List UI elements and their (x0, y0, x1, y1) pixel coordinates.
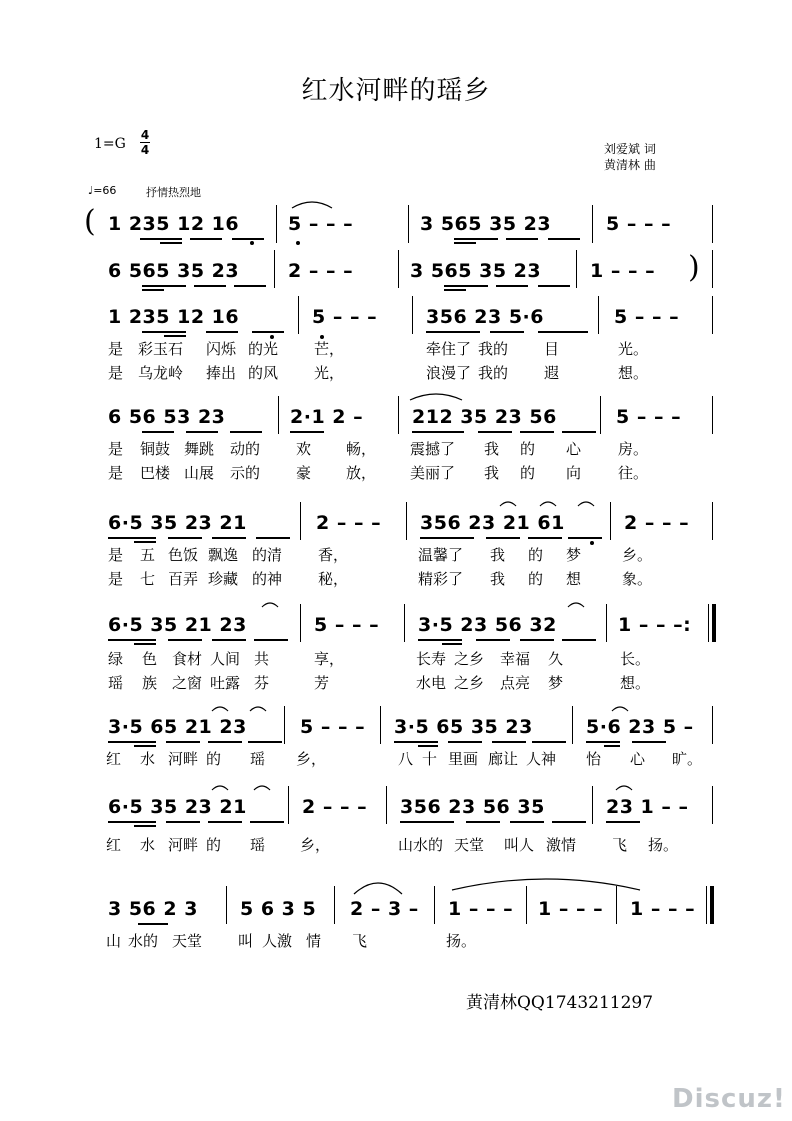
system-8-lyric-w9: 叫人 (504, 836, 535, 854)
system-5-lyric-2-w5: 的神 (252, 570, 283, 588)
system-9-lyric-w8: 扬。 (446, 932, 477, 950)
system-4-lyric-2-w8: 我 (484, 464, 500, 482)
system-3-lyric-1-w3: 闪烁 (206, 340, 237, 358)
system-9-measure-2: 5 6 3 5 (240, 898, 317, 920)
system-8-measure-2: 2 – – – (302, 796, 368, 818)
system-4-measure-1: 6 56 53 23 (108, 406, 226, 428)
system-4-lyric-1-w7: 震撼了 (410, 440, 456, 458)
system-3-lyric-2-w4: 的风 (248, 364, 279, 382)
system-9-lyric-w7: 飞 (352, 932, 368, 950)
system-8-lyric-w5: 瑶 (250, 836, 266, 854)
system-2-measure-1: 6 565 35 23 (108, 260, 240, 282)
system-5-lyric-1-w8: 我 (490, 546, 506, 564)
system-9-lyric-w1: 山 (106, 932, 122, 950)
system-7-measure-3: 3·5 65 35 23 (394, 716, 533, 738)
system-5-lyric-1-w7: 温馨了 (418, 546, 464, 564)
system-8-lyric-w8: 天堂 (454, 836, 485, 854)
system-5-lyric-2-w4: 珍藏 (208, 570, 239, 588)
system-6-lyric-1-w6: 享， (314, 650, 345, 668)
time-signature-bottom: 4 (140, 143, 150, 157)
system-3-lyric-1-w2: 彩玉石 (138, 340, 184, 358)
site-watermark: Discuz! (672, 1084, 786, 1114)
system-3-lyric-2-w3: 捧出 (206, 364, 237, 382)
system-5-lyric-1-w6: 香， (318, 546, 349, 564)
system-5-lyric-2-w6: 秘， (318, 570, 349, 588)
system-4-measure-4: 5 – – – (616, 406, 682, 428)
system-6-lyric-1-w9: 幸福 (500, 650, 531, 668)
system-3-lyric-2-w8: 遐 (544, 364, 560, 382)
system-7-measure-4: 5·6 23 5 – (586, 716, 694, 738)
system-8-lyric-w10: 激情 (546, 836, 577, 854)
system-6-lyric-1-w4: 人间 (210, 650, 241, 668)
system-7-lyric-w1: 红 (106, 750, 122, 768)
system-8-lyric-w11: 飞 (612, 836, 628, 854)
system-3-lyric-1-w7: 我的 (478, 340, 509, 358)
system-9-measure-3: 2 – 3 – (350, 898, 419, 920)
system-4-lyric-2-w10: 向 (566, 464, 582, 482)
system-7-lyric-w6: 乡， (296, 750, 327, 768)
system-6-lyric-1-w1: 绿 (108, 650, 124, 668)
system-7-lyric-w13: 心 (630, 750, 646, 768)
system-6-lyric-1-w3: 食材 (172, 650, 203, 668)
system-2-measure-3: 3 565 35 23 (410, 260, 542, 282)
system-4-lyric-1-w8: 我 (484, 440, 500, 458)
system-6-lyric-1-w8: 之乡 (454, 650, 485, 668)
key-signature: 1=G (94, 136, 126, 152)
system-6-measure-2: 5 – – – (314, 614, 380, 636)
system-3-measure-4: 5 – – – (614, 306, 680, 328)
system-1-measure-3: 3 565 35 23 (420, 213, 552, 235)
intro-close-paren: ) (688, 250, 700, 285)
system-4-lyric-2-w9: 的 (520, 464, 536, 482)
system-1-measure-2: 5 – – – (288, 213, 354, 235)
system-3-lyric-1-w5: 芒， (314, 340, 345, 358)
system-8-measure-1: 6·5 35 23 21 (108, 796, 247, 818)
system-6-lyric-2-w9: 点亮 (500, 674, 531, 692)
system-6-lyric-2-w2: 族 (142, 674, 158, 692)
system-7-lyric-w8: 十 (422, 750, 438, 768)
system-4-lyric-1-w6: 畅， (346, 440, 377, 458)
expression-marking: 抒情热烈地 (146, 186, 201, 199)
system-9-measure-4: 1 – – – (448, 898, 514, 920)
system-9-measure-1: 3 56 2 3 (108, 898, 198, 920)
system-5-lyric-2-w8: 我 (490, 570, 506, 588)
system-4-measure-3: 212 35 23 56 (412, 406, 557, 428)
system-4-lyric-2-w1: 是 (108, 464, 124, 482)
system-5-measure-2: 2 – – – (316, 512, 382, 534)
system-3-lyric-2-w2: 乌龙岭 (138, 364, 184, 382)
system-9-lyric-w4: 叫 (238, 932, 254, 950)
author-signature: 黄清林QQ1743211297 (466, 993, 654, 1013)
system-4-lyric-1-w4: 动的 (230, 440, 261, 458)
system-5-lyric-1-w10: 梦 (566, 546, 582, 564)
system-5-lyric-1-w1: 是 (108, 546, 124, 564)
system-7-lyric-w3: 河畔 (168, 750, 199, 768)
system-5-measure-4: 2 – – – (624, 512, 690, 534)
system-6-lyric-2-w8: 之乡 (454, 674, 485, 692)
system-5-measure-3: 356 23 21 61 (420, 512, 565, 534)
system-7-lyric-w12: 怡 (586, 750, 602, 768)
system-3-lyric-1-w6: 牵住了 (426, 340, 472, 358)
system-1-measure-1: 1 235 12 16 (108, 213, 240, 235)
system-3-lyric-2-w6: 浪漫了 (426, 364, 472, 382)
system-5-lyric-2-w11: 象。 (622, 570, 653, 588)
system-5-lyric-1-w11: 乡。 (622, 546, 653, 564)
system-5-lyric-2-w7: 精彩了 (418, 570, 464, 588)
system-6-measure-1: 6·5 35 21 23 (108, 614, 247, 636)
system-5-lyric-2-w9: 的 (528, 570, 544, 588)
system-3-lyric-1-w8: 目 (544, 340, 560, 358)
system-9-measure-6: 1 – – – (630, 898, 696, 920)
system-6-measure-4: 1 – – –: (618, 614, 692, 636)
page-title: 红水河畔的瑶乡 (301, 76, 491, 106)
system-4-lyric-2-w7: 美丽了 (410, 464, 456, 482)
system-6-lyric-2-w10: 梦 (548, 674, 564, 692)
system-4-lyric-1-w3: 舞跳 (184, 440, 215, 458)
lyricist-credit: 刘爱斌 词 (604, 142, 656, 156)
system-4-lyric-1-w2: 铜鼓 (140, 440, 171, 458)
system-6-measure-3: 3·5 23 56 32 (418, 614, 557, 636)
system-6-lyric-2-w3: 之窗 (172, 674, 203, 692)
system-6-lyric-2-w11: 想。 (620, 674, 651, 692)
system-5-lyric-1-w2: 五 (140, 546, 156, 564)
system-5-lyric-2-w3: 百弄 (168, 570, 199, 588)
system-4-lyric-2-w5: 豪 (296, 464, 312, 482)
system-8-measure-4: 23 1 – – (606, 796, 689, 818)
system-5-lyric-2-w10: 想 (566, 570, 582, 588)
system-8-lyric-w1: 红 (106, 836, 122, 854)
system-4-lyric-1-w11: 房。 (618, 440, 649, 458)
system-3-lyric-2-w5: 光， (314, 364, 345, 382)
system-4-lyric-2-w3: 山展 (184, 464, 215, 482)
system-5-lyric-1-w3: 色饭 (168, 546, 199, 564)
system-9-lyric-w3: 天堂 (172, 932, 203, 950)
system-4-lyric-2-w11: 往。 (618, 464, 649, 482)
system-6-lyric-1-w5: 共 (254, 650, 270, 668)
system-6-lyric-2-w1: 瑶 (108, 674, 124, 692)
system-3-measure-3: 356 23 5·6 (426, 306, 544, 328)
system-5-lyric-2-w2: 七 (140, 570, 156, 588)
system-8-measure-3: 356 23 56 35 (400, 796, 545, 818)
system-6-lyric-1-w11: 长。 (620, 650, 651, 668)
system-7-lyric-w5: 瑶 (250, 750, 266, 768)
system-3-lyric-2-w9: 想。 (618, 364, 649, 382)
system-6-lyric-1-w10: 久 (548, 650, 564, 668)
system-4-lyric-1-w9: 的 (520, 440, 536, 458)
system-3-measure-2: 5 – – – (312, 306, 378, 328)
composer-credit: 黄清林 曲 (604, 158, 656, 172)
system-5-lyric-1-w5: 的清 (252, 546, 283, 564)
system-8-lyric-w2: 水 (140, 836, 156, 854)
system-8-lyric-w4: 的 (206, 836, 222, 854)
system-4-lyric-1-w5: 欢 (296, 440, 312, 458)
system-8-lyric-w12: 扬。 (648, 836, 679, 854)
system-2-measure-4: 1 – – – (590, 260, 656, 282)
system-2-measure-2: 2 – – – (288, 260, 354, 282)
system-7-lyric-w10: 廊让 (488, 750, 519, 768)
system-4-lyric-1-w1: 是 (108, 440, 124, 458)
system-4-measure-2: 2·1 2 – (290, 406, 364, 428)
system-7-lyric-w14: 旷。 (672, 750, 703, 768)
system-7-lyric-w4: 的 (206, 750, 222, 768)
system-9-lyric-w6: 情 (306, 932, 322, 950)
system-6-lyric-2-w7: 水电 (416, 674, 447, 692)
system-7-measure-1: 3·5 65 21 23 (108, 716, 247, 738)
system-6-lyric-1-w7: 长寿 (416, 650, 447, 668)
intro-open-paren: ( (84, 204, 96, 239)
system-7-measure-2: 5 – – – (300, 716, 366, 738)
system-7-lyric-w11: 人神 (526, 750, 557, 768)
system-7-lyric-w2: 水 (140, 750, 156, 768)
system-3-lyric-2-w7: 我的 (478, 364, 509, 382)
system-9-measure-5: 1 – – – (538, 898, 604, 920)
system-6-lyric-1-w2: 色 (142, 650, 158, 668)
system-6-lyric-2-w5: 芬 (254, 674, 270, 692)
system-6-lyric-2-w6: 芳 (314, 674, 330, 692)
system-6-lyric-2-w4: 吐露 (210, 674, 241, 692)
system-5-lyric-1-w4: 飘逸 (208, 546, 239, 564)
time-signature-top: 4 (140, 128, 150, 142)
system-8-lyric-w3: 河畔 (168, 836, 199, 854)
system-5-lyric-1-w9: 的 (528, 546, 544, 564)
system-7-lyric-w7: 八 (398, 750, 414, 768)
system-3-lyric-1-w4: 的光 (248, 340, 279, 358)
system-9-lyric-w2: 水的 (128, 932, 159, 950)
system-8-lyric-w7: 山水的 (398, 836, 444, 854)
system-4-lyric-2-w2: 巴楼 (140, 464, 171, 482)
system-3-lyric-1-w1: 是 (108, 340, 124, 358)
system-8-lyric-w6: 乡， (300, 836, 331, 854)
system-5-measure-1: 6·5 35 23 21 (108, 512, 247, 534)
system-3-measure-1: 1 235 12 16 (108, 306, 240, 328)
system-4-lyric-2-w4: 示的 (230, 464, 261, 482)
system-1-measure-4: 5 – – – (606, 213, 672, 235)
system-4-lyric-2-w6: 放， (346, 464, 377, 482)
system-7-lyric-w9: 里画 (448, 750, 479, 768)
system-4-lyric-1-w10: 心 (566, 440, 582, 458)
system-3-lyric-1-w9: 光。 (618, 340, 649, 358)
system-5-lyric-2-w1: 是 (108, 570, 124, 588)
system-3-lyric-2-w1: 是 (108, 364, 124, 382)
system-9-lyric-w5: 人激 (262, 932, 293, 950)
tempo-marking: ♩=66 (88, 184, 117, 197)
